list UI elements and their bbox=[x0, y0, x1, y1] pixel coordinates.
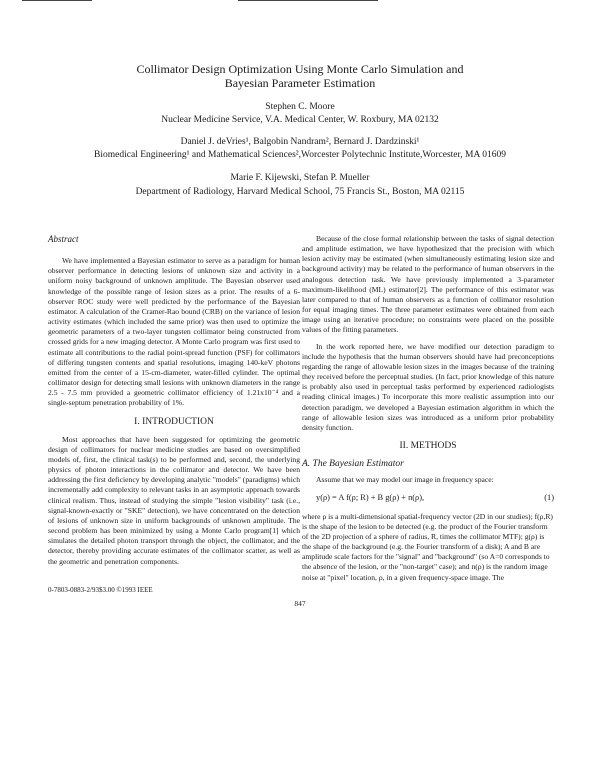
title-line-1: Collimator Design Optimization Using Monte Carlo Simulation and bbox=[136, 62, 464, 76]
top-rule-left bbox=[22, 0, 92, 1]
paper-title bbox=[80, 62, 520, 90]
abstract-text: We have implemented a Bayesian estimator to serve as a paradigm for human observer performance in detecting lesions of unknown size and activity in a uniform noisy background of unknown amplitude. The Bayesian observer used knowledge of the possible range of lesion sizes as a prior. The results of a 6-observer ROC study were well predicted by the performance of the Bayesian estimator. A calculation of the Cramer-Rao bound (CRB) on the variance of lesion activity estimates (which included the same prior) was then used to optimize the geometric parameters of a two-layer tungsten collimator being constructed from crossed grids for a new imaging detector. A Monte Carlo program was first used to estimate all contributions to the radial point-spread function (PSF) for collimators of differing tungsten contents and spatial resolutions, imaging 140-keV photons emitted from the center of a 15-cm-diameter, water-filled cylinder. The optimal collimator design for detecting small lesions with unknown diameters in the range 2.5 - 7.5 mm provided a geometric collimator efficiency of 1.21x10⁻⁴ and a single-septum penetration probability of 1%. bbox=[48, 256, 300, 408]
title-line-2: Bayesian Parameter Estimation bbox=[224, 76, 376, 90]
affiliation-2: Biomedical Engineering¹ and Mathematical Sciences²,Worcester Polytechnic Institute,Worcester, MA 01609 bbox=[94, 150, 506, 160]
paragraph-definitions: where ρ is a multi-dimensional spatial-frequency vector (2D in our studies); f(ρ,R) is the shape of the lesion to be detected (e.g. the product of the Fourier transform of the 2D projection of a sphere of radius, R, times the collimator MTF); g(ρ) is the shape of the background (e.g. the Fourier transform of a disk); A and B are amplitude scale factors for the "signal" and "background" (so A=0 corresponds to the absence of the lesion, or the "non-target" case); and n(ρ) is the random image noise at "pixel" location, ρ, in a given frequency-space image. The bbox=[302, 511, 553, 582]
equation-1 bbox=[316, 493, 554, 503]
paragraph-modified-paradigm: In the work reported here, we have modified our detection paradigm to include the hypothesis that the human observers should have had preconceptions regarding the range of allowable lesion sizes in the images because of the training they received before the perceptual studies. (In fact, prior knowledge of this nature is probably also used in perceptual tasks performed by experienced radiologists reading clinical images.) To incorporate this more realistic assumption into our detection paradigm, we developed a Bayesian estimation algorithm in which the range of allowable lesion sizes was introduced as a uniform prior probability density function. bbox=[302, 341, 554, 432]
left-column bbox=[48, 234, 300, 573]
page-number: 847 bbox=[294, 599, 306, 608]
paragraph-model: Assume that we may model our image in frequency space: bbox=[316, 475, 494, 485]
affiliation-3: Department of Radiology, Harvard Medical School, 75 Francis St., Boston, MA 02115 bbox=[135, 187, 465, 197]
abstract-heading: Abstract bbox=[48, 234, 79, 244]
top-rule-right bbox=[238, 0, 378, 1]
author-names-1: Stephen C. Moore bbox=[265, 102, 335, 112]
introduction-text: Most approaches that have been suggested for optimizing the geometric design of collimators for nuclear medicine studies are based on oversimplified models of, first, the clinical task(s) to be performed and, second, the underlying physics of photon interactions in the collimator and detector. We have been addressing the first deficiency by developing analytic "models" (paradigms) which incrementally add complexity to relevant tasks in an asymptotic approach towards clinical realism. Thus, instead of studying the simple "lesion visibility" task (i.e., signal-known-exactly or "SKE" detection), we have concentrated on the detection of lesions of unknown size in uniform backgrounds of unknown amplitude. The second problem has been minimized by using a Monte Carlo program[1] which simulates the detailed photon transport through the object, the collimator, and the detector, thereby providing accurate estimates of the collimator scatter, as well as the geometric and penetration components. bbox=[48, 434, 300, 566]
section-heading-methods: II. METHODS bbox=[399, 440, 457, 451]
right-column bbox=[302, 234, 554, 589]
copyright-notice: 0-7803-0883-2/93$3.00 ©1993 IEEE bbox=[48, 586, 153, 594]
author-names-2: Daniel J. deVries¹, Balgobin Nandram², Bernard J. Dardzinski¹ bbox=[180, 137, 420, 147]
paragraph-relationship: Because of the close formal relationship between the tasks of signal detection and amplitude estimation, we have hypothesized that the precision with which lesion activity may be estimated (when simultaneously estimating lesion size and background activity) may be related to the performance of human observers in the analogous detection task. We have previously implemented a 3-parameter maximum-likelihood (ML) estimator[2]. The performance of this estimator was later compared to that of human observers as a function of collimator resolution for equal imaging times. The three parameter estimates were obtained from each image using an iterative procedure; no constraints were placed on the possible values of the fitting parameters. bbox=[302, 234, 554, 335]
subsection-heading-bayesian: A. The Bayesian Estimator bbox=[302, 459, 404, 470]
equation-body: y(ρ) = A f(ρ; R) + B g(ρ) + n(ρ), bbox=[316, 493, 425, 503]
affiliation-1: Nuclear Medicine Service, V.A. Medical Center, W. Roxbury, MA 02132 bbox=[161, 115, 439, 125]
equation-number: (1) bbox=[544, 493, 554, 503]
section-heading-introduction: I. INTRODUCTION bbox=[134, 416, 214, 427]
author-names-3: Marie F. Kijewski, Stefan P. Mueller bbox=[230, 173, 370, 183]
